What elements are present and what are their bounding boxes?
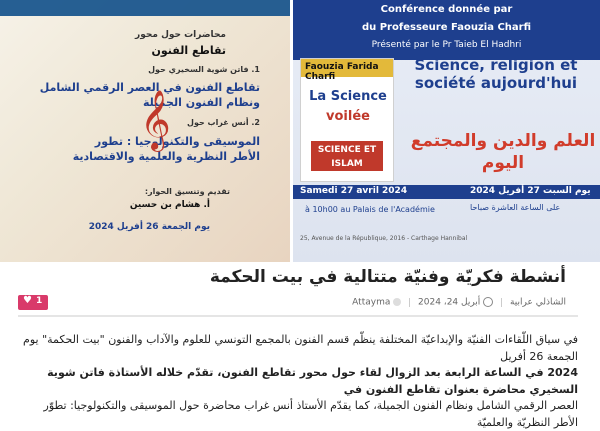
- article-title[interactable]: أنشطة فكريّة وفنيّة متتالية في بيت الحكمة: [209, 267, 566, 287]
- poster-left-header-strip: [0, 0, 290, 16]
- poster-left-line1: محاضرات حول محور: [135, 30, 226, 40]
- poster-left-item1-body: تقاطع الفنون في العصر الرقمي الشامل ونظام الفنون الجميلة: [39, 81, 260, 109]
- poster-left-coord-name: أ. هشام بن حسين: [129, 200, 210, 210]
- author-link[interactable]: Attayma: [352, 297, 391, 308]
- poster-left-item1-title: 1. فاتن شوية السخيري حول: [148, 65, 260, 74]
- meta-separator: |: [408, 297, 412, 308]
- like-count: 1: [36, 296, 43, 306]
- book-badge: SCIENCE ET ISLAM: [311, 141, 383, 171]
- poster-title-ar: العلم والدين والمجتمع اليوم: [410, 131, 596, 173]
- poster-venue-ar: على الساعة العاشرة صباحا: [470, 203, 561, 212]
- poster-right-presenter: Présenté par le Pr Taieb El Hadhri: [371, 40, 522, 50]
- poster-address: 25, Avenue de la République, 2016 - Carthage Hannibal: [300, 235, 468, 242]
- heart-icon: ♥: [23, 295, 32, 306]
- book-author: Faouzia Farida Charfi: [305, 62, 379, 82]
- article-body-line: في سياق اللّقاءات الفنيّة والإبداعيّة المختلفة ينظّم قسم الفنون بالمجمع التونسي للعلوم والآداب والفنون "بيت الحكمة" يوم الجمعة 26 أفريل: [23, 333, 578, 363]
- book-title-line1: La Science: [309, 89, 387, 104]
- poster-right-professor: du Professeure Faouzia Charfi: [361, 22, 532, 33]
- poster-date-ar: يوم السبت 27 أفريل 2024: [470, 186, 591, 196]
- poster-date-fr: Samedi 27 avril 2024: [300, 186, 408, 196]
- poster-left-line2: تقاطع الفنون: [151, 44, 226, 57]
- poster-left-item2-title: 2. أنس غراب حول: [187, 118, 260, 127]
- clock-icon: [483, 297, 493, 307]
- like-button[interactable]: [18, 295, 48, 310]
- poster-venue-fr: à 10h00 au Palais de l'Académie: [305, 205, 435, 214]
- poster-left: [0, 0, 290, 262]
- poster-left-date: يوم الجمعة 26 أفريل 2024: [88, 222, 210, 232]
- poster-left-item2-body: الموسيقى والتكنولوجيا : تطور الأطر النظرية والعلمية والاقتصادية: [72, 135, 260, 163]
- article-date: أبريل 24، 2024: [418, 297, 481, 308]
- poster-right-conference: Conférence donnée par: [380, 4, 513, 15]
- meta-separator: |: [500, 297, 504, 308]
- poster-left-coord: تقديم وتنسيق الحوار:: [144, 187, 230, 196]
- book-title-line2: voilée: [326, 109, 370, 124]
- article-body: [18, 332, 578, 431]
- treble-clef-icon: 𝄞: [140, 90, 171, 150]
- article-body-line: 2024 في الساعة الرابعة بعد الزوال لقاء حول محور تقاطع الفنون، تقدّم خلاله الأستاذة فاتن شوية السخيري محاضرة بعنوان تقاطع الفنون في: [47, 366, 578, 396]
- divider: [18, 315, 578, 317]
- poster-title-fr: Science, religion et société aujourd'hui: [414, 56, 578, 92]
- article-meta: [352, 297, 566, 308]
- article-body-line: العصر الرقمي الشامل ونظام الفنون الجميلة، كما يقدّم الأستاذ أنس غراب محاضرة حول الموسيقى والتكنولوجيا: تطوّر الأطر النظريّة والعلميّة: [43, 399, 578, 429]
- category-link[interactable]: الشاذلي عرابية: [509, 297, 566, 308]
- book-cover: [300, 58, 394, 182]
- author-avatar: [393, 298, 401, 306]
